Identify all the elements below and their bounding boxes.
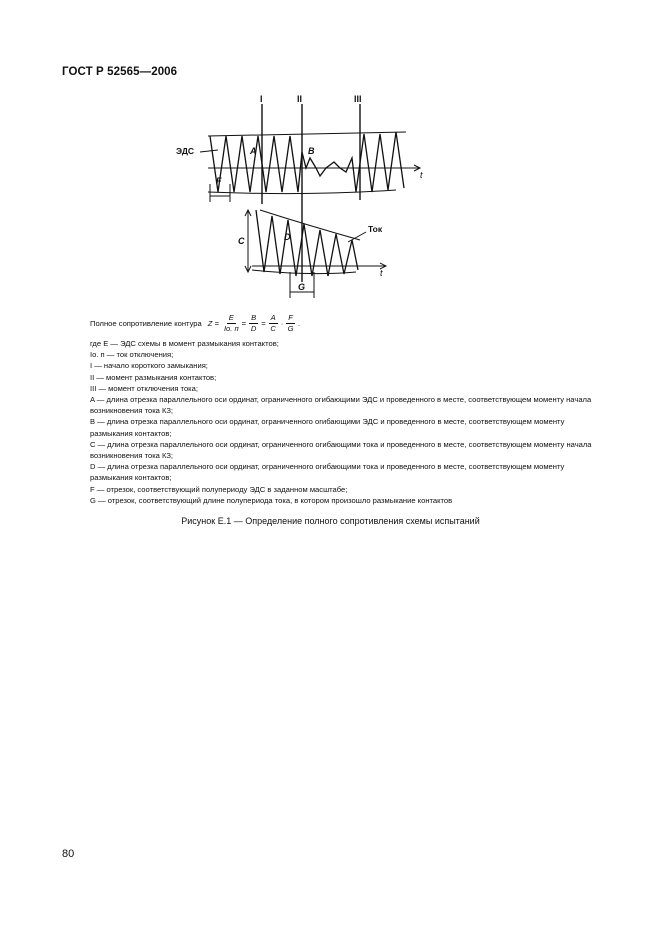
document-header: ГОСТ Р 52565—2006 [62,66,178,78]
legend-item: Iо. п — ток отключения; [90,350,174,360]
fraction-denominator: C [270,323,276,333]
emf-waveform [210,132,404,192]
fraction-numerator: E [228,313,234,322]
emf-leader [200,150,218,152]
legend-item: B — длина отрезка параллельного оси ординат, ограниченного огибающими ЭДС и проведенного в месте, соответствующем моменту размыкания контактов; [90,417,565,438]
current-envelope-bottom [252,270,356,274]
legend-item: I — начало короткого замыкания; [90,361,208,371]
formula-lead: Полное сопротивление контура [90,318,202,328]
legend-item: где E — ЭДС схемы в момент размыкания контактов; [90,339,279,348]
time-label-current: t [380,268,383,278]
legend-item: A — длина отрезка параллельного оси ординат, ограниченного огибающими ЭДС и проведенного в месте, соответствующем моменту начала возникновения тока КЗ; [90,395,592,416]
fraction-numerator: A [270,313,276,322]
legend-item: D — длина отрезка параллельного оси ординат, ограниченного огибающими тока и проведенного в месте, соответствующем моменту размыкания контактов; [90,462,565,483]
legend-item: F — отрезок, соответствующий полупериоду ЭДС в заданном масштабе; [90,484,348,494]
formula-z: Z = [207,318,219,328]
fraction-numerator: B [251,313,257,322]
page-number: 80 [62,848,75,860]
fraction-b-over-d [249,314,258,332]
fraction-a-over-c [269,314,278,332]
formula-end: . [297,318,300,328]
emf-label: ЭДС [176,146,195,156]
current-label: Ток [368,224,383,234]
segment-label-f: F [216,176,222,186]
roman-label-iii: III [354,94,362,104]
oscillogram-diagram [170,92,423,304]
legend-item: C — длина отрезка параллельного оси ординат, ограниченного огибающими тока и проведенного в месте, соответствующем моменту начала возникновения тока КЗ; [90,439,592,461]
formula-operator: · [280,318,284,328]
legend-item: III — момент отключения тока; [90,383,198,393]
segment-label-c: C [238,236,245,246]
fraction-denominator: Iо. п [223,323,239,333]
fraction-numerator: F [288,313,293,322]
segment-label-g: G [298,282,306,292]
roman-label-ii: II [297,94,303,104]
formula-operator: = [261,318,266,328]
figure-legend [90,338,600,506]
fraction-denominator: G [287,323,294,333]
segment-label-d: D [284,232,291,242]
time-label-emf: t [420,170,423,180]
figure-caption: Рисунок Е.1 — Определение полного сопротивления схемы испытаний [181,516,480,526]
fraction-e-over-i [224,314,239,332]
segment-label-b: B [308,146,315,156]
formula-operator: = [241,318,247,328]
legend-item: II — момент размыкания контактов; [90,372,217,382]
fraction-f-over-g [286,314,295,332]
impedance-formula [90,314,301,332]
segment-label-a: A [250,146,257,156]
oscillogram-figure [170,92,423,304]
legend-item: G — отрезок, соответствующий длине полупериода тока, в котором произошло размыкание контактов [90,495,453,505]
fraction-denominator: D [250,323,257,333]
emf-envelope-top [208,132,406,136]
roman-label-i: I [260,94,263,104]
